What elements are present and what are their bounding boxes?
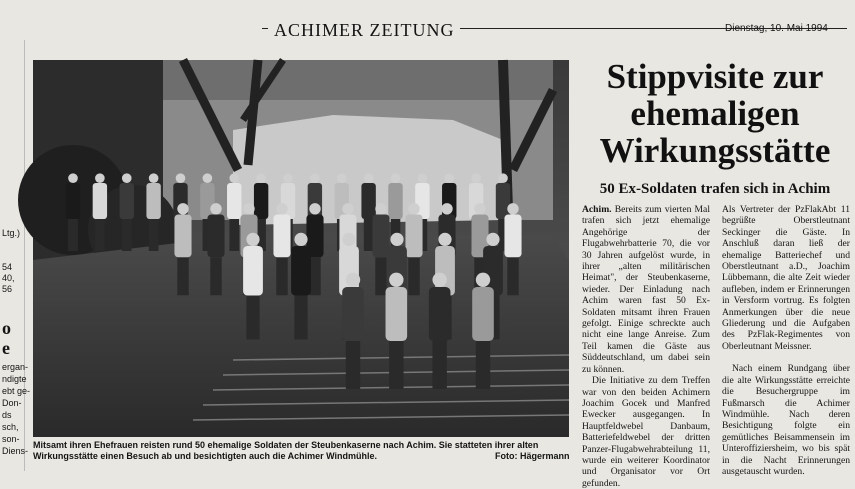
strip-line: ergan- [2,362,29,372]
strip-line: Don- [2,398,22,408]
strip-line: ndigte [2,374,27,384]
article-column-1 [582,204,710,489]
strip-line: o [2,318,11,338]
strip-line: 40, [2,273,15,283]
issue-date: Dienstag, 10. Mai 1994 [725,23,828,34]
masthead: ACHIMER ZEITUNG [268,20,460,41]
paragraph-text: Bereits zum vierten Mal trafen sich jetzt ehemalige Angehörige der Flugabwehrbatterie 70, die vor 30 Jahren aufgelöst wurde, in ihrer „alten militärischen Heimat", der Steubenkaserne, wieder. Der Einladung nach Achim waren fast 50 Ex-Soldaten mitsamt ihren Frauen gefolgt. Einige schreckte auch nicht eine lange Anreise. Zum Teil kamen die Gäste aus Süddeutschland, um dabei sein zu können. [582,204,710,375]
strip-line: sch, [2,422,19,432]
article-headline: Stippvisite zur ehemaligen Wirkungsstätte [599,57,831,170]
paragraph [582,204,710,375]
paragraph [582,375,710,489]
dateline: Achim. [582,204,612,215]
strip-line: ds [2,410,12,420]
strip-line: Diens- [2,446,29,456]
group-photo [33,60,569,437]
photo-caption: Mitsamt ihren Ehefrauen reisten rund 50 ehemalige Soldaten der Steubenkaserne nach Achim. Sie statteten ihrer alten Wirkungsstätte einen Besuch ab und besichtigten auch die Achimer Windmühle. [33,440,539,461]
paragraph: Als Vertreter der PzFlakAbt 11 begrüßte Oberstleutnant Seckinger die Gäste. In Anschluß daran ließ der ehemalige Batteriechef und Oberstleutnant a.D., Joachim Lübbemann, die alte Zeit wieder aufleben, indem er Erinnerungen in Versform vortrug. Es folgten Anmerkungen über die neue Gliederung und die Aufgaben des PzFlak-Regimentes von Oberleutnant Meissner. [722,204,850,352]
strip-line: 56 [2,284,13,294]
strip-line: ebt ge- [2,386,31,396]
paragraph: Nach einem Rundgang über die alte Wirkungsstätte erreichte die Besuchergruppe im Fußmarsch die Achimer Windmühle. Nach deren Besichtigung folgte ein gemütliches Beisammensein im Unteroffiziersheim, wo bis spät in die Nacht Erinnerungen ausgetauscht wurden. [722,363,850,477]
strip-line: e [2,338,10,358]
previous-column-strip [0,40,31,471]
strip-line: Ltg.) [2,228,21,238]
strip-line: son- [2,434,20,444]
paragraph-text: Die Initiative zu dem Treffen war von den beiden Achimern Joachim Gocek und Manfred Ewecker ausgegangen. In Hauptfeldwebel Danbaum, Batteriefeldwebel der dritten Panzer-Flugabwehrabteilung 11, wurde ein weiterer Koordinator und Organisator vor Ort gefunden. [582,375,710,489]
strip-line: 54 [2,262,13,272]
article-subheadline: 50 Ex-Soldaten trafen sich in Achim [599,181,831,197]
article-column-2 [722,204,850,477]
photo-credit: Foto: Hägermann [495,451,570,461]
